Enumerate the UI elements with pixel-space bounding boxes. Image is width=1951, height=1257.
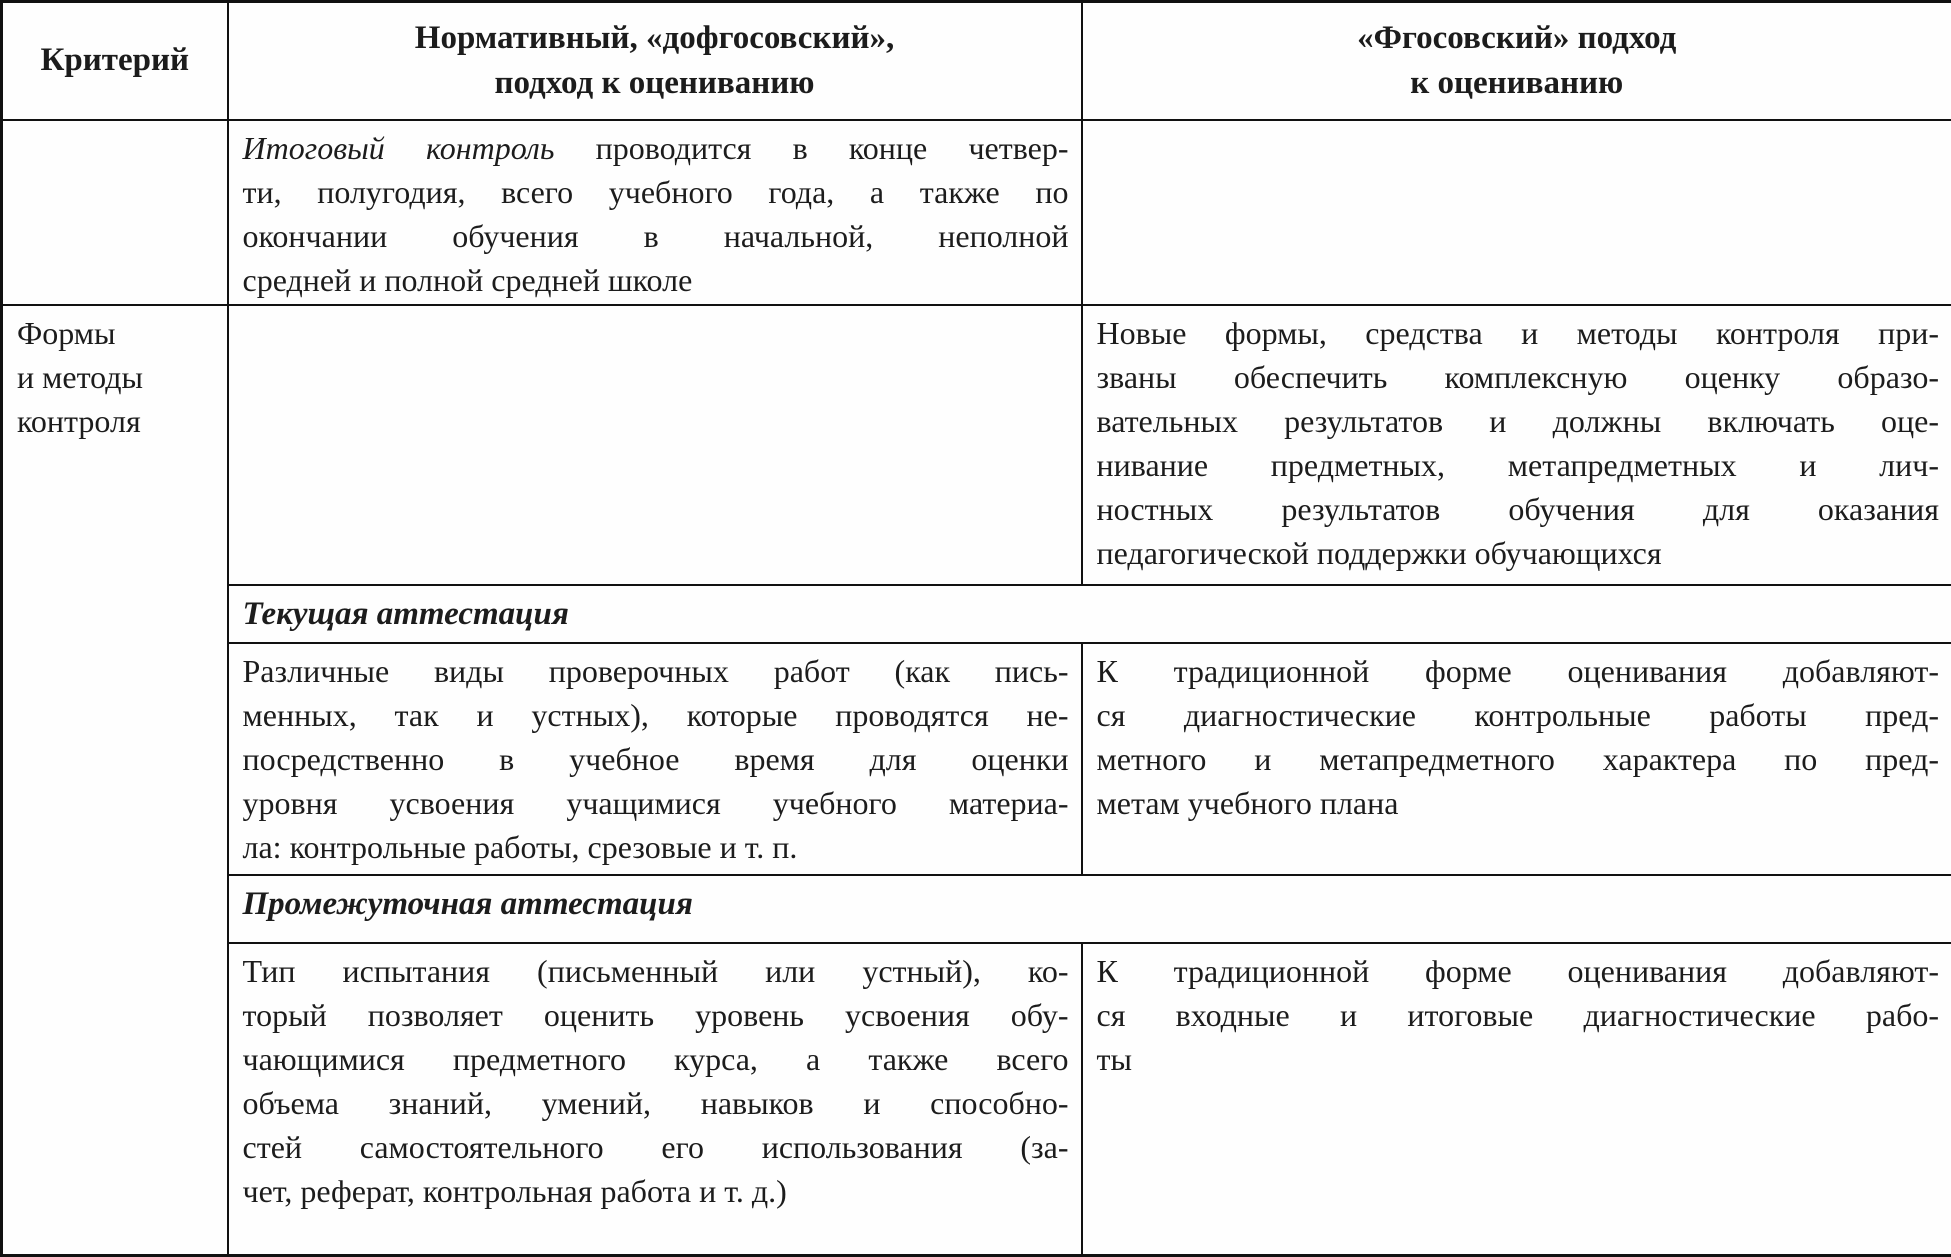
current-fgos-lines: К традиционной форме оценивания добавляют- ся диагностические контрольные работы пред- метного и метапредметного характера по пред- метам учебного плана [1097, 649, 1940, 825]
row-interim-attestation [2, 875, 1951, 943]
current-normative-lines: Различные виды проверочных работ (как пись- менных, так и устных), которые проводятся не- посредственно в учебное время для оценки уровня усвоения учащимися учебного материа- ла: контрольные работы, срезовые и т. п. [243, 649, 1069, 869]
final-control-first-line [243, 126, 1069, 170]
forms-methods-fgos-lines: Новые формы, средства и методы контроля при- званы обеспечить комплексную оценку образо- вательных результатов и должны включать оце- нивание предметных, метапредметных и лич- ностных результатов обучения для оказания педагогической поддержки обучающихся [1097, 311, 1940, 575]
cell-current-normative [228, 643, 1082, 875]
row-final-control [2, 120, 1951, 305]
row-interim-detail [2, 943, 1951, 1256]
cell-interim-fgos [1082, 943, 1951, 1256]
row-forms-methods [2, 305, 1951, 585]
current-attestation-label: Текущая аттестация [243, 596, 569, 632]
header-fgos-approach-lines: «Фгосовский» подход к оцениванию [1093, 16, 1942, 106]
cell-current-attestation [228, 585, 1951, 643]
final-control-first-line-rest: проводится в конце четвер- [554, 130, 1068, 166]
forms-methods-label-lines: Формы и методы контроля [17, 311, 215, 443]
final-control-text-lines: ти, полугодия, всего учебного года, а также по окончании обучения в начальной, неполной средней и полной средней школе [243, 170, 1069, 302]
cell-forms-methods-fgos [1082, 305, 1951, 585]
cell-forms-methods-normative-empty [228, 305, 1082, 585]
cell-current-fgos [1082, 643, 1951, 875]
interim-fgos-lines: К традиционной форме оценивания добавляют- ся входные и итоговые диагностические рабо- ты [1097, 949, 1940, 1081]
cell-final-control-normative [228, 120, 1082, 305]
cell-interim-attestation [228, 875, 1951, 943]
row-current-attestation [2, 585, 1951, 643]
cell-forms-methods-criterion [2, 305, 228, 1256]
cell-final-control-criterion-empty [2, 120, 228, 305]
header-fgos-approach [1082, 2, 1951, 120]
header-normative-approach [228, 2, 1082, 120]
cell-final-control-fgos-empty [1082, 120, 1951, 305]
row-current-detail [2, 643, 1951, 875]
cell-interim-normative [228, 943, 1082, 1256]
final-control-term: Итоговый контроль [243, 130, 555, 166]
header-criterion: Критерий [2, 2, 228, 120]
interim-normative-lines: Тип испытания (письменный или устный), ко- торый позволяет оценить уровень усвоения обу- чающимися предметного курса, а также всего объема знаний, умений, навыков и способно- стей самостоятельного его использования (за- чет, реферат, контрольная работа и т. д.) [243, 949, 1069, 1213]
header-row [2, 2, 1951, 120]
header-normative-approach-lines: Нормативный, «дофгосовский», подход к оцениванию [239, 16, 1071, 106]
interim-attestation-label: Промежуточная аттестация [243, 886, 693, 922]
